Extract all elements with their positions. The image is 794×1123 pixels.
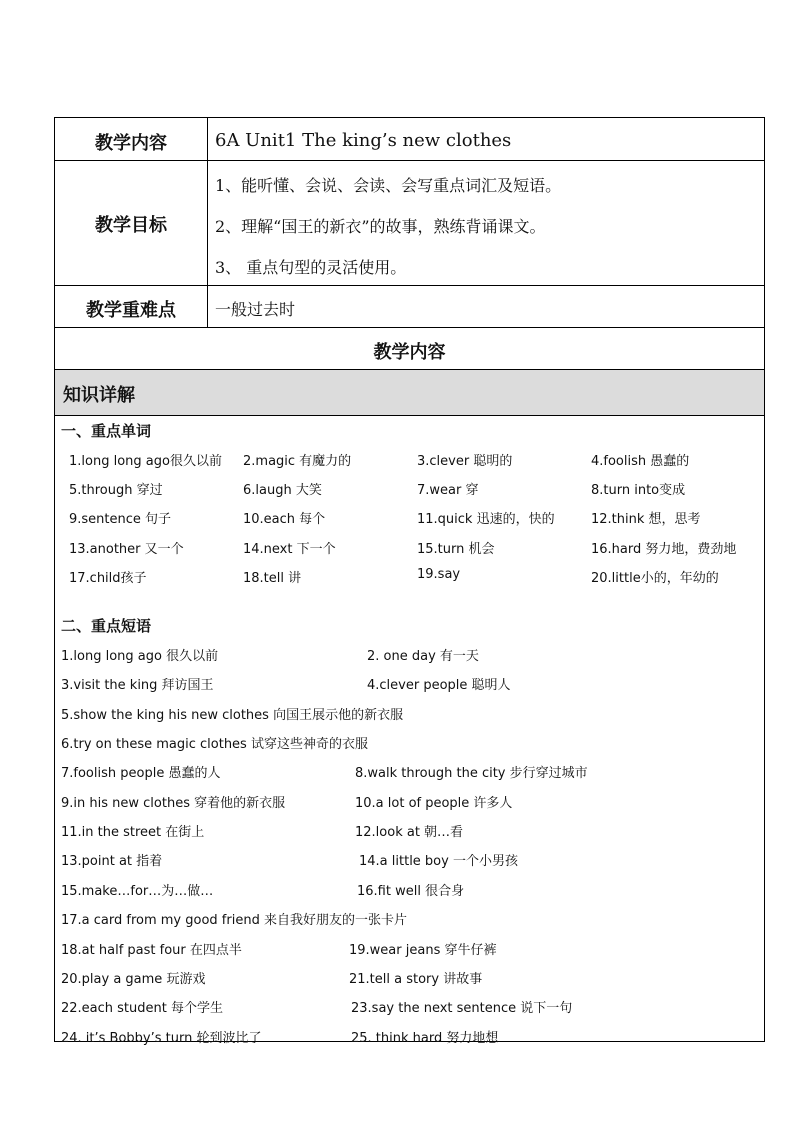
word-item: 12.think 想，思考 xyxy=(591,512,701,528)
word-item: 5.through 穿过 xyxy=(69,483,163,499)
phrase-item: 16.fit well 很合身 xyxy=(357,883,465,899)
lesson-table xyxy=(54,117,765,1046)
phrase-item: 6.try on these magic clothes 试穿这些神奇的衣服 xyxy=(61,737,368,753)
knowledge-title: 知识详解 xyxy=(63,385,135,406)
row-divider xyxy=(55,415,764,416)
word-item: 15.turn 机会 xyxy=(417,541,495,557)
row-divider xyxy=(55,285,764,286)
phrase-item: 24. it’s Bobby’s turn 轮到波比了 xyxy=(61,1030,262,1046)
phrase-item: 12.look at 朝…看 xyxy=(355,825,464,841)
phrase-item: 19.wear jeans 穿牛仔裤 xyxy=(349,942,497,958)
word-item: 1.long long ago很久以前 xyxy=(69,454,222,469)
word-item: 14.next 下一个 xyxy=(243,541,336,557)
phrase-item: 22.each student 每个学生 xyxy=(61,1001,223,1017)
word-item: 16.hard 努力地，费劲地 xyxy=(591,541,737,557)
word-item: 18.tell 讲 xyxy=(243,570,302,586)
phrase-item: 17.a card from my good friend 来自我好朋友的一张卡片 xyxy=(61,913,407,929)
word-item: 4.foolish 愚蠢的 xyxy=(591,454,690,469)
row-divider xyxy=(55,327,764,328)
content-label: 教学内容 xyxy=(95,133,167,154)
goal-2: 2、理解“国王的新衣”的故事，熟练背诵课文。 xyxy=(215,217,546,236)
word-item: 6.laugh 大笑 xyxy=(243,483,322,499)
phrase-item: 9.in his new clothes 穿着他的新衣服 xyxy=(61,795,286,811)
phrase-item: 10.a lot of people 许多人 xyxy=(355,795,513,811)
phrase-item: 15.make…for…为…做… xyxy=(61,883,214,899)
phrase-item: 11.in the street 在街上 xyxy=(61,825,205,841)
phrase-item: 23.say the next sentence 说下一句 xyxy=(351,1001,573,1017)
content-value-text: 6A Unit1 The king’s new clothes xyxy=(215,130,512,151)
word-item: 3.clever 聪明的 xyxy=(417,454,513,469)
phrase-item: 25. think hard 努力地想 xyxy=(351,1030,499,1046)
phrase-item: 2. one day 有一天 xyxy=(367,649,479,664)
word-item: 19.say xyxy=(417,566,461,582)
content-value xyxy=(215,130,511,151)
column-divider xyxy=(207,118,208,327)
goal-1: 1、能听懂、会说、会读、会写重点词汇及短语。 xyxy=(215,176,562,195)
difficulty-value: 一般过去时 xyxy=(215,300,296,319)
row-divider xyxy=(55,160,764,161)
words-title: 一、重点单词 xyxy=(61,422,152,440)
word-item: 8.turn into变成 xyxy=(591,483,686,499)
word-item: 10.each 每个 xyxy=(243,512,326,528)
phrase-item: 18.at half past four 在四点半 xyxy=(61,942,242,958)
phrase-item: 8.walk through the city 步行穿过城市 xyxy=(355,766,588,782)
phrase-item: 3.visit the king 拜访国王 xyxy=(61,678,214,694)
phrases-title: 二、重点短语 xyxy=(61,617,152,635)
knowledge-band xyxy=(55,370,764,415)
word-item: 7.wear 穿 xyxy=(417,483,479,499)
phrase-item: 13.point at 指着 xyxy=(61,854,163,870)
goal-3: 3、 重点句型的灵活使用。 xyxy=(215,258,407,277)
section-title: 教学内容 xyxy=(373,342,446,363)
phrase-item: 1.long long ago 很久以前 xyxy=(61,649,219,664)
word-item: 9.sentence 句子 xyxy=(69,512,172,528)
word-item: 13.another 又一个 xyxy=(69,541,184,557)
phrase-item: 20.play a game 玩游戏 xyxy=(61,971,206,987)
phrase-item: 21.tell a story 讲故事 xyxy=(349,971,483,987)
phrase-item: 14.a little boy 一个小男孩 xyxy=(359,854,518,870)
word-item: 2.magic 有魔力的 xyxy=(243,454,352,469)
phrase-item: 7.foolish people 愚蠢的人 xyxy=(61,766,221,782)
goal-label: 教学目标 xyxy=(95,215,167,236)
word-item: 20.little小的，年幼的 xyxy=(591,570,719,586)
phrase-item: 5.show the king his new clothes 向国王展示他的新衣服 xyxy=(61,707,404,723)
word-item: 17.child孩子 xyxy=(69,570,147,586)
difficulty-label: 教学重难点 xyxy=(86,300,176,321)
word-item: 11.quick 迅速的，快的 xyxy=(417,512,555,528)
phrase-item: 4.clever people 聪明人 xyxy=(367,678,511,694)
